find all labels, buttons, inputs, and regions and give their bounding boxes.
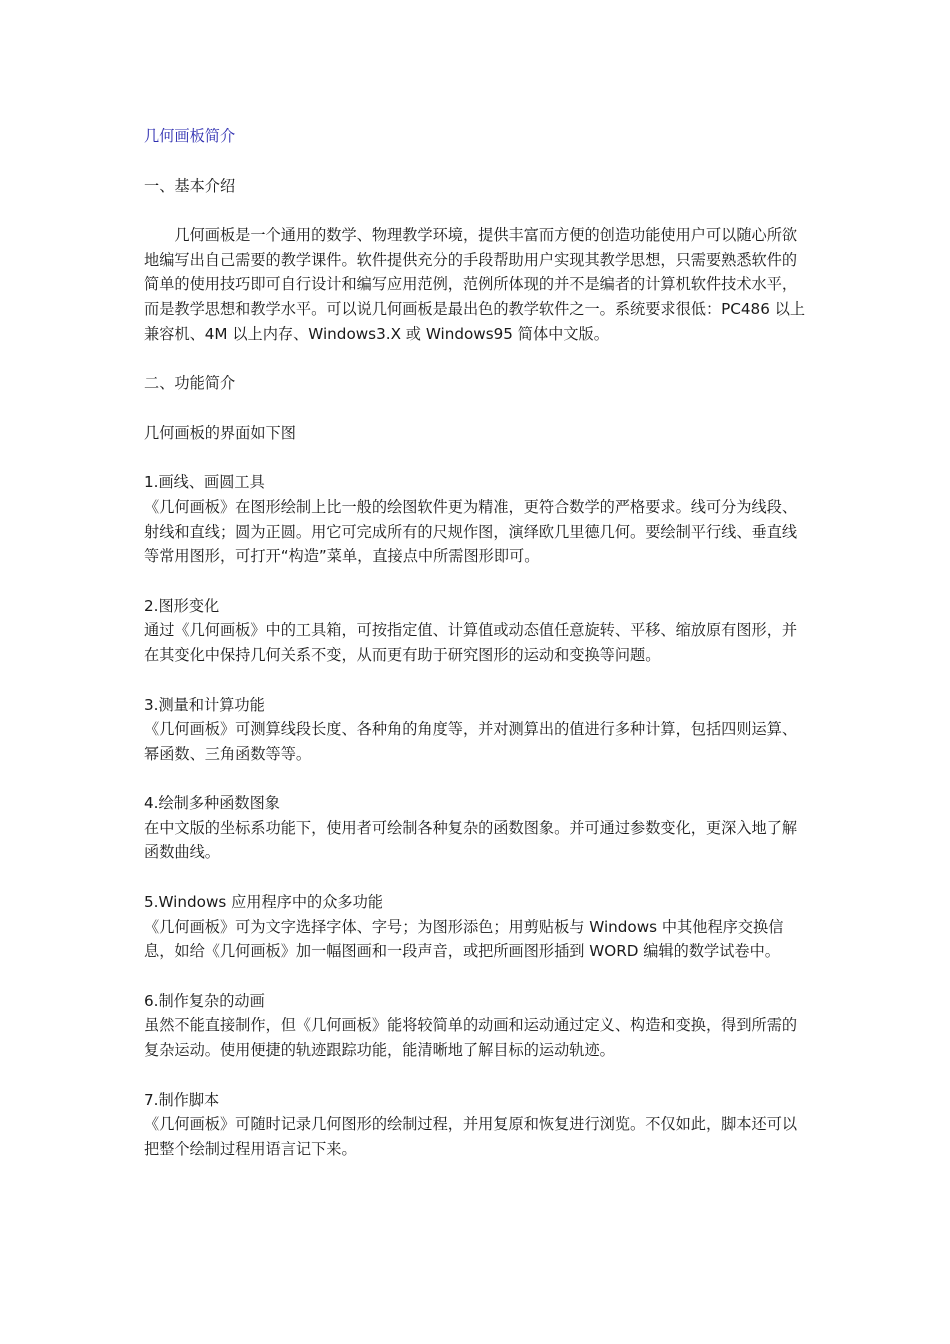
feature-section-3: [144, 693, 812, 767]
feature-body: 虽然不能直接制作，但《几何画板》能将较简单的动画和运动通过定义、构造和变换，得到所需的复杂运动。使用便捷的轨迹跟踪功能，能清晰地了解目标的运动轨迹。: [144, 1016, 798, 1060]
feature-title: 7.制作脚本: [144, 1090, 220, 1109]
part1-heading: 一、基本介绍: [144, 176, 236, 195]
feature-title: 1.画线、画圆工具: [144, 473, 265, 492]
feature-section-7: [144, 1088, 812, 1162]
feature-title: 3.测量和计算功能: [144, 695, 265, 714]
intro-paragraph: 几何画板是一个通用的数学、物理教学环境，提供丰富而方便的创造功能使用户可以随心所欲地编写出自己需要的教学课件。软件提供充分的手段帮助用户实现其教学思想，只需要熟悉软件的简单的使用技巧即可自行设计和编写应用范例，范例所体现的并不是编者的计算机软件技术水平，而是教学思想和教学水平。可以说几何画板是最出色的教学软件之一。系统要求很低：PC486 以上兼容机、4M 以上内存、Windows3.X 或 Windows95 简体中文版。: [144, 226, 806, 343]
feature-section-4: [144, 791, 812, 865]
interface-line: 几何画板的界面如下图: [144, 423, 296, 442]
document-title: 几何画板简介: [144, 127, 236, 145]
feature-title: 5.Windows 应用程序中的众多功能: [144, 893, 383, 912]
feature-body: 在中文版的坐标系功能下，使用者可绘制各种复杂的函数图象。并可通过参数变化，更深入地了解函数曲线。: [144, 818, 798, 862]
feature-body: 《几何画板》可测算线段长度、各种角的角度等，并对测算出的值进行多种计算，包括四则运算、幂函数、三角函数等等。: [144, 720, 798, 763]
feature-title: 2.图形变化: [144, 596, 220, 615]
feature-body: 《几何画板》可随时记录几何图形的绘制过程，并用复原和恢复进行浏览。不仅如此，脚本还可以把整个绘制过程用语言记下来。: [144, 1115, 798, 1158]
feature-body: 《几何画板》在图形绘制上比一般的绘图软件更为精准，更符合数学的严格要求。线可分为线段、射线和直线；圆为正圆。用它可完成所有的尺规作图，演绎欧几里德几何。要绘制平行线、垂直线等常用图形，可打开“构造”菜单，直接点中所需图形即可。: [144, 497, 798, 566]
part2-heading: 二、功能简介: [144, 374, 236, 393]
feature-body: 《几何画板》可为文字选择字体、字号；为图形添色；用剪贴板与 Windows 中其他程序交换信息，如给《几何画板》加一幅图画和一段声音，或把所画图形插到 WORD 编辑的数学试卷中。: [144, 917, 784, 961]
feature-title: 4.绘制多种函数图象: [144, 794, 280, 813]
feature-section-5: [144, 890, 812, 964]
feature-section-6: [144, 989, 812, 1063]
feature-section-1: [144, 470, 812, 568]
document-page: [144, 124, 812, 1186]
feature-body: 通过《几何画板》中的工具箱，可按指定值、计算值或动态值任意旋转、平移、缩放原有图形，并在其变化中保持几何关系不变，从而更有助于研究图形的运动和变换等问题。: [144, 621, 798, 664]
feature-section-2: [144, 594, 812, 668]
feature-title: 6.制作复杂的动画: [144, 991, 265, 1010]
